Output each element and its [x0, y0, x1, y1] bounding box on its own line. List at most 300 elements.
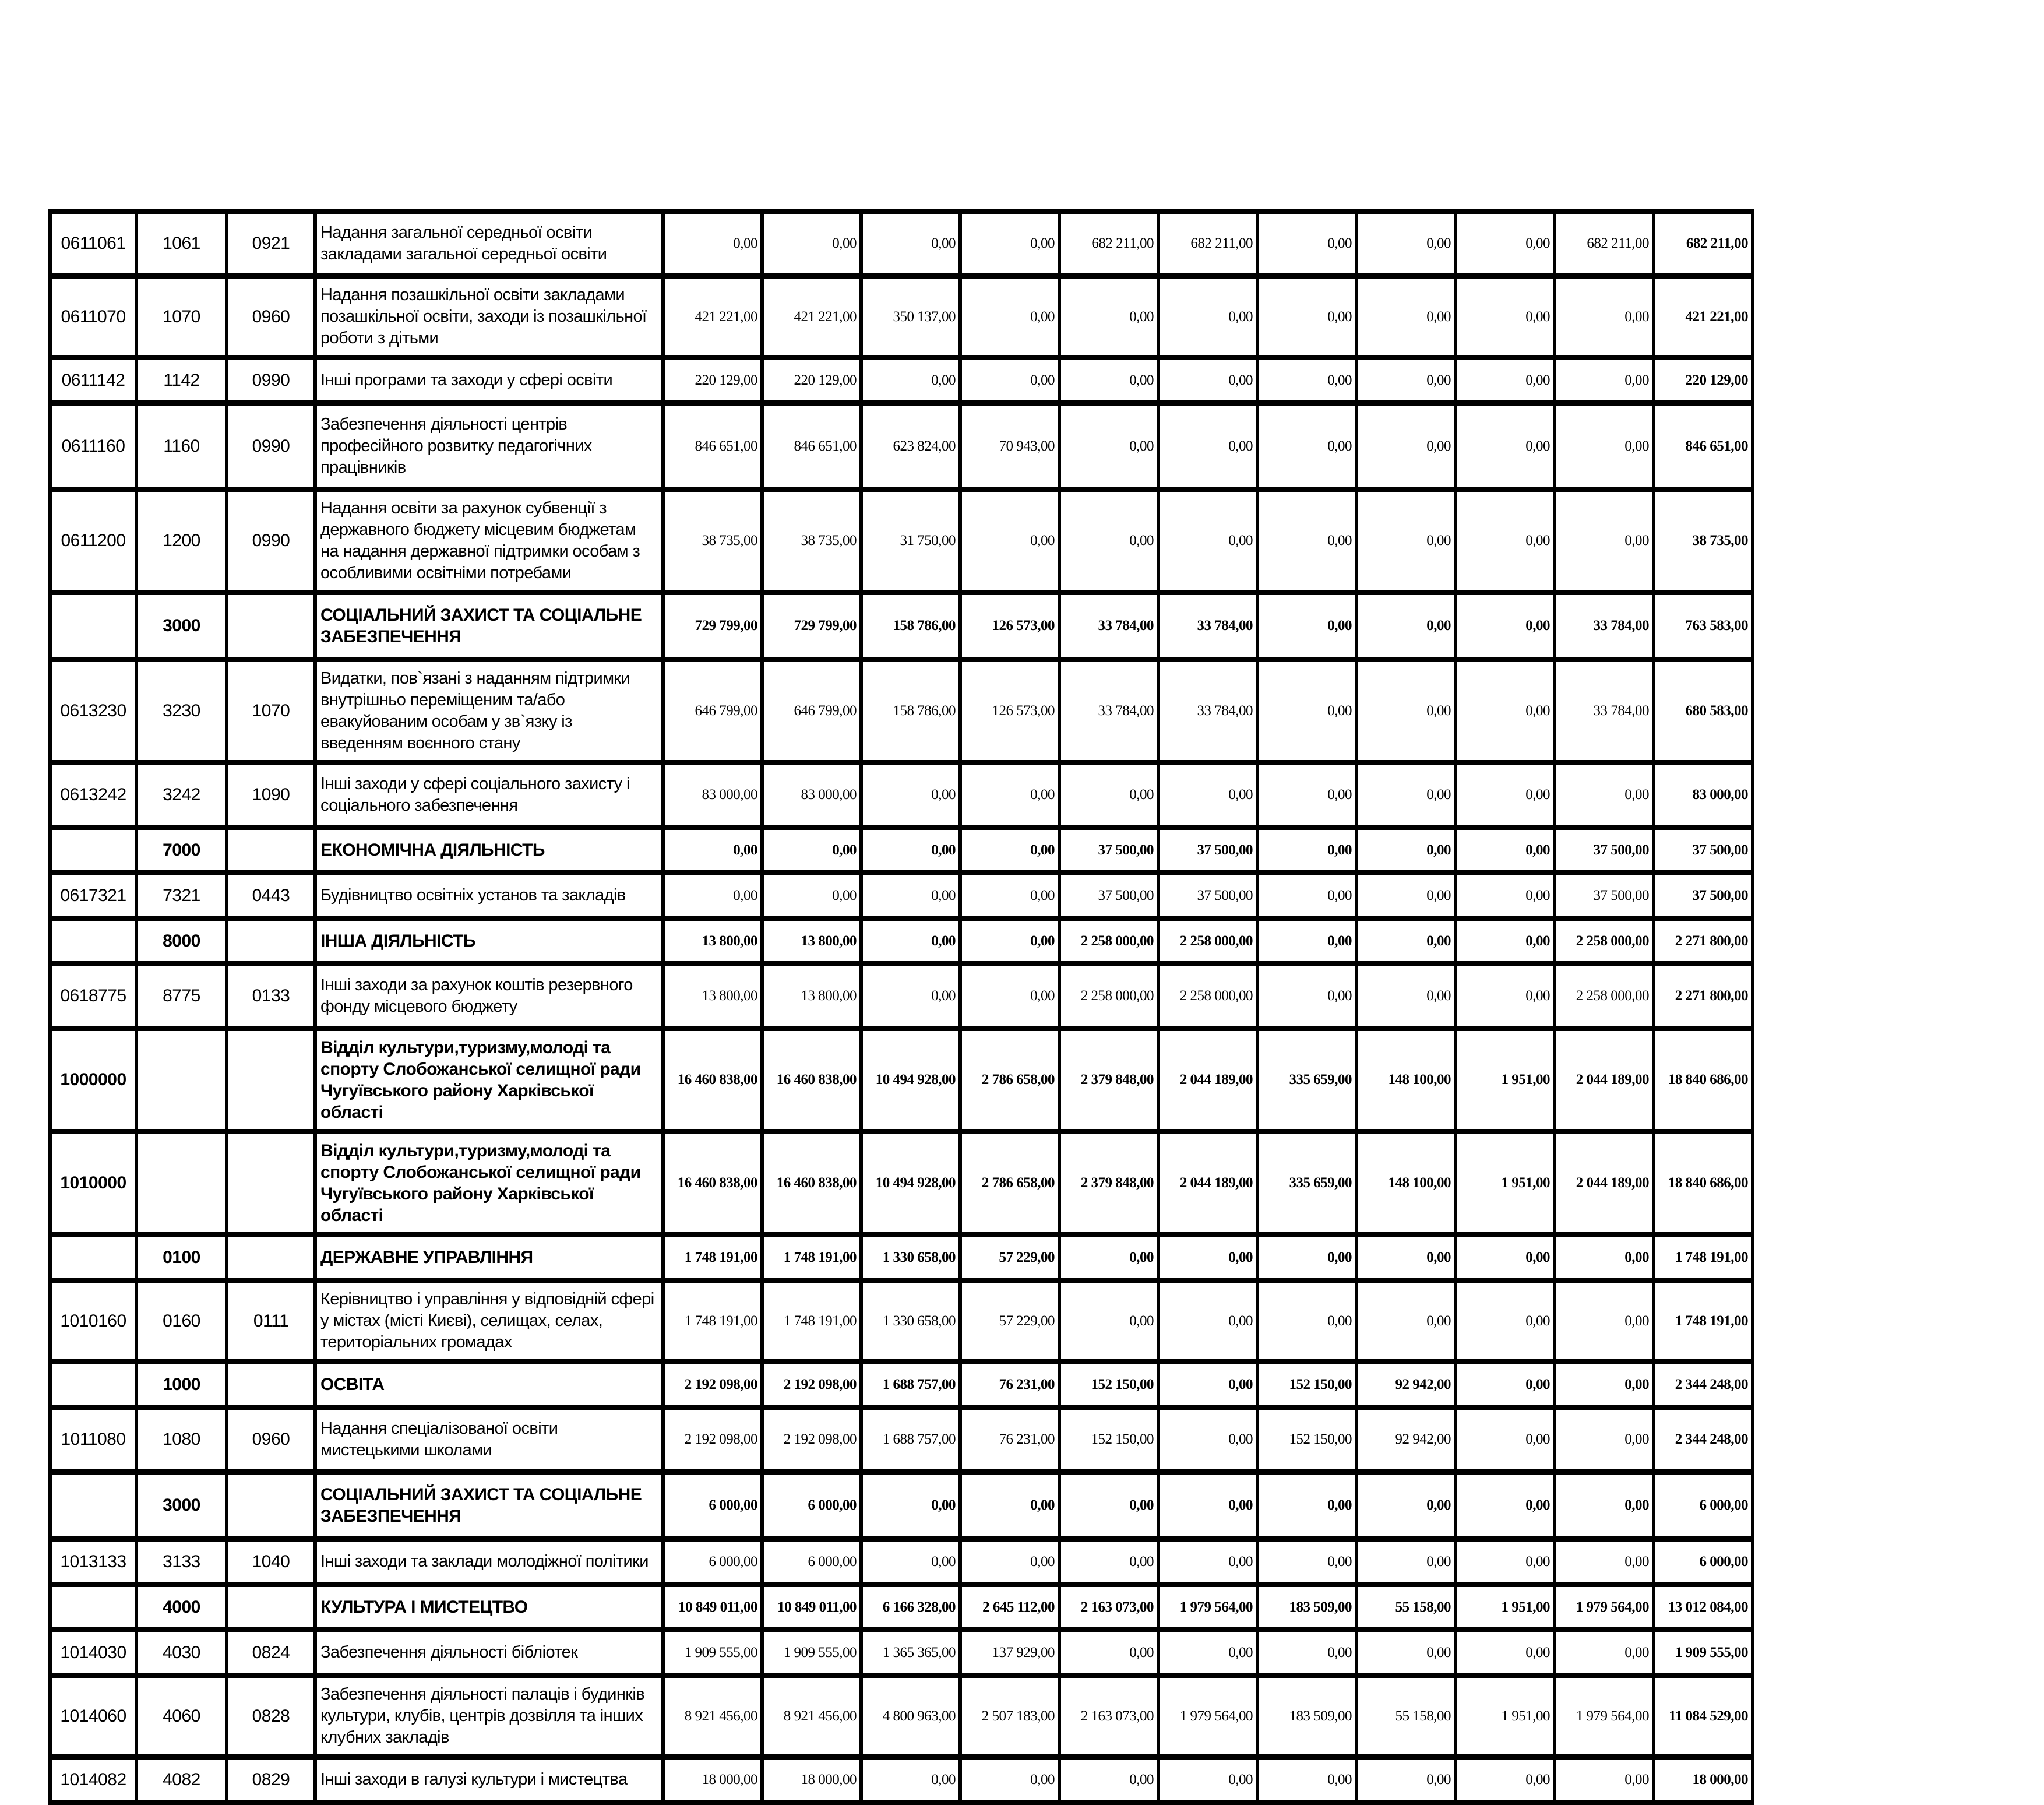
- value-cell: 0,00: [1158, 276, 1257, 358]
- functional-code-cell: 0990: [227, 403, 315, 490]
- value-cell: 0,00: [960, 873, 1059, 919]
- value-cell: 0,00: [1257, 873, 1356, 919]
- table-row: [50, 1235, 1753, 1280]
- value-cell: 0,00: [1456, 1280, 1555, 1362]
- value-cell: 55 158,00: [1356, 1585, 1456, 1630]
- value-cell: 0,00: [1059, 1472, 1158, 1539]
- value-cell: 0,00: [1158, 490, 1257, 593]
- value-cell: 0,00: [1059, 1757, 1158, 1803]
- value-cell: 37 500,00: [1555, 873, 1654, 919]
- program-code-cell: 0613230: [50, 660, 136, 763]
- value-cell: 158 786,00: [861, 660, 960, 763]
- value-cell: 623 824,00: [861, 403, 960, 490]
- value-cell: 37 500,00: [1654, 828, 1753, 873]
- functional-code-cell: 0960: [227, 276, 315, 358]
- value-cell: 2 645 112,00: [960, 1585, 1059, 1630]
- value-cell: 1 979 564,00: [1158, 1585, 1257, 1630]
- value-cell: 421 221,00: [1654, 276, 1753, 358]
- value-cell: 0,00: [1059, 1280, 1158, 1362]
- value-cell: 0,00: [861, 1472, 960, 1539]
- value-cell: 0,00: [663, 873, 762, 919]
- functional-code-cell: 0829: [227, 1757, 315, 1803]
- table-row: [50, 660, 1753, 763]
- functional-code-cell: 0443: [227, 873, 315, 919]
- value-cell: 11 084 529,00: [1654, 1676, 1753, 1757]
- value-cell: 0,00: [1356, 1757, 1456, 1803]
- functional-code-cell: 0921: [227, 212, 315, 276]
- program-code-cell: [50, 828, 136, 873]
- typical-code-cell: 8775: [136, 964, 227, 1029]
- value-cell: 76 231,00: [960, 1408, 1059, 1472]
- value-cell: 0,00: [1257, 276, 1356, 358]
- value-cell: 0,00: [1456, 490, 1555, 593]
- value-cell: 83 000,00: [1654, 763, 1753, 828]
- value-cell: 70 943,00: [960, 403, 1059, 490]
- program-code-cell: 0617321: [50, 873, 136, 919]
- value-cell: 0,00: [1257, 358, 1356, 403]
- value-cell: 1 979 564,00: [1158, 1676, 1257, 1757]
- value-cell: 2 192 098,00: [762, 1362, 861, 1408]
- value-cell: 350 137,00: [861, 276, 960, 358]
- description-cell: ДЕРЖАВНЕ УПРАВЛІННЯ: [315, 1235, 663, 1280]
- typical-code-cell: 0100: [136, 1235, 227, 1280]
- functional-code-cell: 0111: [227, 1280, 315, 1362]
- value-cell: 2 379 848,00: [1059, 1029, 1158, 1132]
- value-cell: 846 651,00: [663, 403, 762, 490]
- value-cell: 2 258 000,00: [1158, 964, 1257, 1029]
- table-row: [50, 1585, 1753, 1630]
- value-cell: 16 460 838,00: [663, 1132, 762, 1235]
- value-cell: 0,00: [1456, 964, 1555, 1029]
- typical-code-cell: 1142: [136, 358, 227, 403]
- value-cell: 148 100,00: [1356, 1029, 1456, 1132]
- value-cell: 2 379 848,00: [1059, 1132, 1158, 1235]
- program-code-cell: 0611200: [50, 490, 136, 593]
- value-cell: 0,00: [861, 212, 960, 276]
- table-row: [50, 1539, 1753, 1585]
- value-cell: 1 748 191,00: [762, 1280, 861, 1362]
- value-cell: 2 192 098,00: [663, 1362, 762, 1408]
- value-cell: 0,00: [861, 763, 960, 828]
- value-cell: 0,00: [1356, 828, 1456, 873]
- value-cell: 0,00: [1356, 873, 1456, 919]
- functional-code-cell: 0133: [227, 964, 315, 1029]
- program-code-cell: 0611061: [50, 212, 136, 276]
- program-code-cell: 1000000: [50, 1029, 136, 1132]
- value-cell: 0,00: [1356, 276, 1456, 358]
- value-cell: 0,00: [1456, 276, 1555, 358]
- value-cell: 0,00: [1356, 212, 1456, 276]
- value-cell: 0,00: [1059, 1235, 1158, 1280]
- value-cell: 0,00: [1257, 1280, 1356, 1362]
- value-cell: 2 163 073,00: [1059, 1676, 1158, 1757]
- value-cell: 2 192 098,00: [663, 1408, 762, 1472]
- value-cell: 0,00: [1456, 212, 1555, 276]
- value-cell: 33 784,00: [1158, 660, 1257, 763]
- value-cell: 0,00: [1356, 403, 1456, 490]
- value-cell: 680 583,00: [1654, 660, 1753, 763]
- value-cell: 0,00: [960, 919, 1059, 964]
- value-cell: 0,00: [1456, 873, 1555, 919]
- value-cell: 0,00: [1555, 358, 1654, 403]
- value-cell: 137 929,00: [960, 1630, 1059, 1676]
- typical-code-cell: 3242: [136, 763, 227, 828]
- value-cell: 0,00: [1456, 1539, 1555, 1585]
- value-cell: 220 129,00: [762, 358, 861, 403]
- value-cell: 0,00: [960, 358, 1059, 403]
- value-cell: 33 784,00: [1158, 593, 1257, 660]
- value-cell: 2 163 073,00: [1059, 1585, 1158, 1630]
- description-cell: СОЦІАЛЬНИЙ ЗАХИСТ ТА СОЦІАЛЬНЕ ЗАБЕЗПЕЧЕННЯ: [315, 593, 663, 660]
- value-cell: 0,00: [1555, 276, 1654, 358]
- value-cell: 682 211,00: [1654, 212, 1753, 276]
- value-cell: 0,00: [960, 490, 1059, 593]
- description-cell: Надання спеціалізованої освіти мистецькими школами: [315, 1408, 663, 1472]
- table-row: [50, 919, 1753, 964]
- value-cell: 57 229,00: [960, 1280, 1059, 1362]
- value-cell: 0,00: [1158, 358, 1257, 403]
- value-cell: 0,00: [1555, 403, 1654, 490]
- functional-code-cell: 1040: [227, 1539, 315, 1585]
- value-cell: 0,00: [1456, 593, 1555, 660]
- value-cell: 0,00: [960, 964, 1059, 1029]
- value-cell: 335 659,00: [1257, 1029, 1356, 1132]
- description-cell: Надання загальної середньої освіти закладами загальної середньої освіти: [315, 212, 663, 276]
- value-cell: 1 951,00: [1456, 1029, 1555, 1132]
- value-cell: 2 786 658,00: [960, 1029, 1059, 1132]
- value-cell: 0,00: [663, 828, 762, 873]
- typical-code-cell: 0160: [136, 1280, 227, 1362]
- typical-code-cell: 1000: [136, 1362, 227, 1408]
- functional-code-cell: 1070: [227, 660, 315, 763]
- budget-table: [48, 209, 1754, 1805]
- program-code-cell: [50, 919, 136, 964]
- value-cell: 1 688 757,00: [861, 1408, 960, 1472]
- value-cell: 0,00: [861, 919, 960, 964]
- value-cell: 152 150,00: [1059, 1362, 1158, 1408]
- value-cell: 0,00: [861, 873, 960, 919]
- value-cell: 0,00: [960, 276, 1059, 358]
- value-cell: 0,00: [1257, 593, 1356, 660]
- typical-code-cell: 1070: [136, 276, 227, 358]
- typical-code-cell: 3230: [136, 660, 227, 763]
- value-cell: 0,00: [1456, 660, 1555, 763]
- value-cell: 1 748 191,00: [1654, 1280, 1753, 1362]
- description-cell: СОЦІАЛЬНИЙ ЗАХИСТ ТА СОЦІАЛЬНЕ ЗАБЕЗПЕЧЕННЯ: [315, 1472, 663, 1539]
- value-cell: 0,00: [1356, 1280, 1456, 1362]
- value-cell: 729 799,00: [663, 593, 762, 660]
- value-cell: 10 849 011,00: [762, 1585, 861, 1630]
- value-cell: 1 909 555,00: [762, 1630, 861, 1676]
- value-cell: 33 784,00: [1059, 660, 1158, 763]
- value-cell: 0,00: [1555, 763, 1654, 828]
- value-cell: 6 000,00: [663, 1472, 762, 1539]
- description-cell: ОСВІТА: [315, 1362, 663, 1408]
- table-row: [50, 1132, 1753, 1235]
- table-row: [50, 1757, 1753, 1803]
- value-cell: 13 800,00: [663, 919, 762, 964]
- functional-code-cell: [227, 1029, 315, 1132]
- value-cell: 1 748 191,00: [663, 1235, 762, 1280]
- value-cell: 1 979 564,00: [1555, 1585, 1654, 1630]
- value-cell: 0,00: [1456, 358, 1555, 403]
- value-cell: 0,00: [1356, 919, 1456, 964]
- value-cell: 0,00: [1257, 1757, 1356, 1803]
- value-cell: 0,00: [1158, 403, 1257, 490]
- value-cell: 152 150,00: [1059, 1408, 1158, 1472]
- program-code-cell: [50, 1585, 136, 1630]
- value-cell: 0,00: [1257, 1235, 1356, 1280]
- value-cell: 1 365 365,00: [861, 1630, 960, 1676]
- value-cell: 0,00: [1356, 964, 1456, 1029]
- value-cell: 8 921 456,00: [762, 1676, 861, 1757]
- value-cell: 846 651,00: [1654, 403, 1753, 490]
- value-cell: 2 271 800,00: [1654, 964, 1753, 1029]
- table-row: [50, 1630, 1753, 1676]
- functional-code-cell: 0824: [227, 1630, 315, 1676]
- value-cell: 220 129,00: [663, 358, 762, 403]
- program-code-cell: 1011080: [50, 1408, 136, 1472]
- value-cell: 0,00: [1456, 763, 1555, 828]
- typical-code-cell: [136, 1132, 227, 1235]
- program-code-cell: 0611070: [50, 276, 136, 358]
- functional-code-cell: [227, 1235, 315, 1280]
- value-cell: 0,00: [1158, 1757, 1257, 1803]
- value-cell: 37 500,00: [1158, 828, 1257, 873]
- value-cell: 18 840 686,00: [1654, 1029, 1753, 1132]
- value-cell: 33 784,00: [1555, 660, 1654, 763]
- typical-code-cell: 4060: [136, 1676, 227, 1757]
- value-cell: 1 748 191,00: [663, 1280, 762, 1362]
- functional-code-cell: 0828: [227, 1676, 315, 1757]
- program-code-cell: [50, 1235, 136, 1280]
- value-cell: 2 044 189,00: [1555, 1132, 1654, 1235]
- value-cell: 16 460 838,00: [762, 1132, 861, 1235]
- value-cell: 13 800,00: [762, 919, 861, 964]
- table-row: [50, 593, 1753, 660]
- value-cell: 0,00: [1257, 1630, 1356, 1676]
- program-code-cell: 1014060: [50, 1676, 136, 1757]
- table-row: [50, 276, 1753, 358]
- value-cell: 4 800 963,00: [861, 1676, 960, 1757]
- value-cell: 0,00: [1158, 1280, 1257, 1362]
- functional-code-cell: [227, 1585, 315, 1630]
- value-cell: 37 500,00: [1654, 873, 1753, 919]
- value-cell: 0,00: [1356, 1630, 1456, 1676]
- value-cell: 83 000,00: [663, 763, 762, 828]
- value-cell: 0,00: [1257, 403, 1356, 490]
- program-code-cell: [50, 593, 136, 660]
- value-cell: 37 500,00: [1158, 873, 1257, 919]
- value-cell: 0,00: [861, 358, 960, 403]
- program-code-cell: 0611142: [50, 358, 136, 403]
- value-cell: 220 129,00: [1654, 358, 1753, 403]
- value-cell: 183 509,00: [1257, 1676, 1356, 1757]
- value-cell: 0,00: [960, 1472, 1059, 1539]
- value-cell: 0,00: [1456, 1757, 1555, 1803]
- value-cell: 0,00: [1257, 763, 1356, 828]
- value-cell: 763 583,00: [1654, 593, 1753, 660]
- description-cell: Надання освіти за рахунок субвенції з державного бюджету місцевим бюджетам на надання державної підтримки особам з особливими освітніми потребами: [315, 490, 663, 593]
- functional-code-cell: 0990: [227, 358, 315, 403]
- value-cell: 18 840 686,00: [1654, 1132, 1753, 1235]
- value-cell: 6 000,00: [1654, 1472, 1753, 1539]
- program-code-cell: 0611160: [50, 403, 136, 490]
- description-cell: Інші заходи за рахунок коштів резервного фонду місцевого бюджету: [315, 964, 663, 1029]
- value-cell: 1 909 555,00: [1654, 1630, 1753, 1676]
- functional-code-cell: [227, 828, 315, 873]
- value-cell: 6 166 328,00: [861, 1585, 960, 1630]
- value-cell: 0,00: [1257, 1472, 1356, 1539]
- value-cell: 1 951,00: [1456, 1585, 1555, 1630]
- value-cell: 10 849 011,00: [663, 1585, 762, 1630]
- value-cell: 8 921 456,00: [663, 1676, 762, 1757]
- value-cell: 0,00: [1257, 660, 1356, 763]
- value-cell: 2 344 248,00: [1654, 1408, 1753, 1472]
- functional-code-cell: [227, 919, 315, 964]
- value-cell: 0,00: [1158, 1408, 1257, 1472]
- value-cell: 2 258 000,00: [1555, 919, 1654, 964]
- value-cell: 57 229,00: [960, 1235, 1059, 1280]
- program-code-cell: 0618775: [50, 964, 136, 1029]
- value-cell: 682 211,00: [1059, 212, 1158, 276]
- value-cell: 335 659,00: [1257, 1132, 1356, 1235]
- value-cell: 2 258 000,00: [1059, 964, 1158, 1029]
- value-cell: 0,00: [1257, 1539, 1356, 1585]
- value-cell: 33 784,00: [1555, 593, 1654, 660]
- value-cell: 16 460 838,00: [663, 1029, 762, 1132]
- value-cell: 2 507 183,00: [960, 1676, 1059, 1757]
- table-row: [50, 1362, 1753, 1408]
- value-cell: 152 150,00: [1257, 1362, 1356, 1408]
- program-code-cell: 1010000: [50, 1132, 136, 1235]
- value-cell: 0,00: [1356, 660, 1456, 763]
- description-cell: Інші заходи у сфері соціального захисту і соціального забезпечення: [315, 763, 663, 828]
- description-cell: Будівництво освітніх установ та закладів: [315, 873, 663, 919]
- description-cell: ІНША ДІЯЛЬНІСТЬ: [315, 919, 663, 964]
- value-cell: 0,00: [1456, 828, 1555, 873]
- value-cell: 152 150,00: [1257, 1408, 1356, 1472]
- value-cell: 0,00: [1059, 490, 1158, 593]
- value-cell: 0,00: [1257, 964, 1356, 1029]
- value-cell: 0,00: [861, 1539, 960, 1585]
- value-cell: 0,00: [1356, 358, 1456, 403]
- value-cell: 2 258 000,00: [1158, 919, 1257, 964]
- program-code-cell: [50, 1362, 136, 1408]
- value-cell: 0,00: [1555, 1539, 1654, 1585]
- value-cell: 0,00: [1059, 1539, 1158, 1585]
- value-cell: 1 951,00: [1456, 1676, 1555, 1757]
- typical-code-cell: 1160: [136, 403, 227, 490]
- description-cell: Інші заходи та заклади молодіжної політики: [315, 1539, 663, 1585]
- value-cell: 92 942,00: [1356, 1362, 1456, 1408]
- value-cell: 55 158,00: [1356, 1676, 1456, 1757]
- value-cell: 682 211,00: [1555, 212, 1654, 276]
- value-cell: 10 494 928,00: [861, 1132, 960, 1235]
- value-cell: 16 460 838,00: [762, 1029, 861, 1132]
- value-cell: 31 750,00: [861, 490, 960, 593]
- program-code-cell: 1013133: [50, 1539, 136, 1585]
- table-row: [50, 1280, 1753, 1362]
- typical-code-cell: 4082: [136, 1757, 227, 1803]
- value-cell: 0,00: [861, 1757, 960, 1803]
- functional-code-cell: [227, 593, 315, 660]
- value-cell: 1 909 555,00: [663, 1630, 762, 1676]
- value-cell: 0,00: [663, 212, 762, 276]
- table-row: [50, 1676, 1753, 1757]
- description-cell: Інші заходи в галузі культури і мистецтва: [315, 1757, 663, 1803]
- value-cell: 0,00: [861, 828, 960, 873]
- typical-code-cell: 7321: [136, 873, 227, 919]
- value-cell: 0,00: [1356, 763, 1456, 828]
- value-cell: 0,00: [1059, 358, 1158, 403]
- value-cell: 6 000,00: [762, 1539, 861, 1585]
- value-cell: 13 012 084,00: [1654, 1585, 1753, 1630]
- description-cell: Інші програми та заходи у сфері освіти: [315, 358, 663, 403]
- table-row: [50, 212, 1753, 276]
- value-cell: 13 800,00: [663, 964, 762, 1029]
- description-cell: Керівництво і управління у відповідній сфері у містах (місті Києві), селищах, селах, територіальних громадах: [315, 1280, 663, 1362]
- table-row: [50, 490, 1753, 593]
- value-cell: 76 231,00: [960, 1362, 1059, 1408]
- value-cell: 1 688 757,00: [861, 1362, 960, 1408]
- table-row: [50, 358, 1753, 403]
- program-code-cell: [50, 1472, 136, 1539]
- functional-code-cell: [227, 1132, 315, 1235]
- value-cell: 682 211,00: [1158, 212, 1257, 276]
- table-row: [50, 1472, 1753, 1539]
- value-cell: 2 258 000,00: [1059, 919, 1158, 964]
- value-cell: 183 509,00: [1257, 1585, 1356, 1630]
- value-cell: 6 000,00: [663, 1539, 762, 1585]
- program-code-cell: 1014082: [50, 1757, 136, 1803]
- value-cell: 0,00: [1456, 1408, 1555, 1472]
- value-cell: 2 271 800,00: [1654, 919, 1753, 964]
- value-cell: 0,00: [762, 212, 861, 276]
- value-cell: 846 651,00: [762, 403, 861, 490]
- value-cell: 0,00: [1356, 1539, 1456, 1585]
- value-cell: 1 748 191,00: [1654, 1235, 1753, 1280]
- description-cell: Видатки, пов`язані з наданням підтримки внутрішньо переміщеним та/або евакуйованим особам у зв`язку із введенням воєнного стану: [315, 660, 663, 763]
- value-cell: 2 258 000,00: [1555, 964, 1654, 1029]
- value-cell: 2 044 189,00: [1555, 1029, 1654, 1132]
- typical-code-cell: [136, 1029, 227, 1132]
- budget-table-body: [50, 212, 1753, 1803]
- value-cell: 0,00: [1158, 1472, 1257, 1539]
- description-cell: Відділ культури,туризму,молоді та спорту Слобожанської селищної ради Чугуївського району Харківської області: [315, 1132, 663, 1235]
- value-cell: 148 100,00: [1356, 1132, 1456, 1235]
- value-cell: 10 494 928,00: [861, 1029, 960, 1132]
- value-cell: 18 000,00: [762, 1757, 861, 1803]
- value-cell: 0,00: [960, 828, 1059, 873]
- value-cell: 0,00: [1456, 1472, 1555, 1539]
- value-cell: 6 000,00: [762, 1472, 861, 1539]
- value-cell: 0,00: [1257, 212, 1356, 276]
- value-cell: 646 799,00: [762, 660, 861, 763]
- description-cell: ЕКОНОМІЧНА ДІЯЛЬНІСТЬ: [315, 828, 663, 873]
- value-cell: 37 500,00: [1555, 828, 1654, 873]
- value-cell: 0,00: [1555, 1362, 1654, 1408]
- value-cell: 38 735,00: [762, 490, 861, 593]
- value-cell: 2 344 248,00: [1654, 1362, 1753, 1408]
- value-cell: 0,00: [762, 828, 861, 873]
- value-cell: 33 784,00: [1059, 593, 1158, 660]
- budget-table-wrapper: [48, 209, 1754, 1805]
- table-row: [50, 763, 1753, 828]
- program-code-cell: 1010160: [50, 1280, 136, 1362]
- value-cell: 2 044 189,00: [1158, 1029, 1257, 1132]
- value-cell: 0,00: [1059, 763, 1158, 828]
